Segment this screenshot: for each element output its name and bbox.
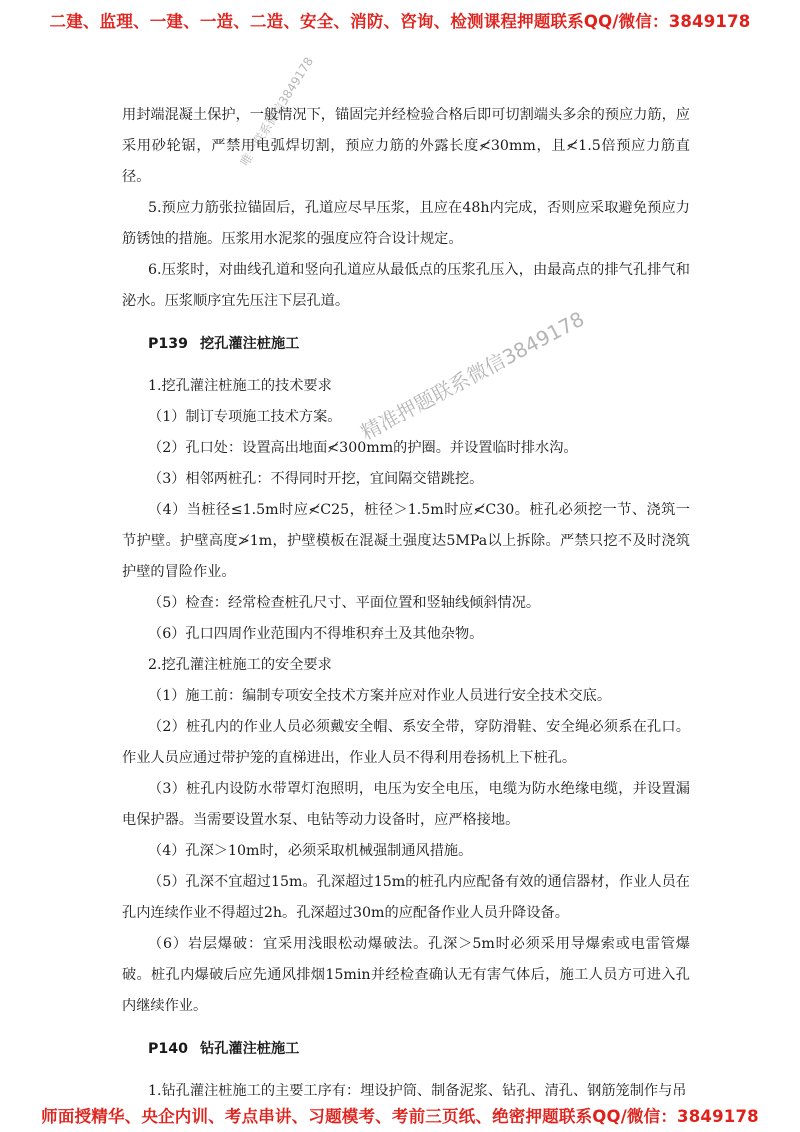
list-item: （5）孔深不宜超过15m。孔深超过15m的桩孔内应配备有效的通信器材，作业人员在孔内连续作业不得超过2h。孔深超过30m的应配备作业人员升降设备。 — [122, 874, 690, 921]
section-page-ref: P139 — [148, 336, 189, 352]
list-item: （4）孔深＞10m时，必须采取机械强制通风措施。 — [148, 843, 473, 859]
paragraph: 用封端混凝土保护，一般情况下，锚固完并经检验合格后即可切割端头多余的预应力筋，应采用砂轮锯，严禁用电弧焊切割，预应力筋的外露长度≮30mm，且≮1.5倍预应力筋直径。 — [122, 107, 690, 185]
list-item: （1）制订专项施工技术方案。 — [148, 409, 342, 425]
paragraph: 6.压浆时，对曲线孔道和竖向孔道应从最低点的压浆孔压入，由最高点的排气孔排气和泌水。压浆顺序宜先压注下层孔道。 — [122, 262, 690, 309]
list-item: （1）施工前：编制专项安全技术方案并应对作业人员进行安全技术交底。 — [148, 688, 612, 704]
list-item: （5）检查：经常检查桩孔尺寸、平面位置和竖轴线倾斜情况。 — [148, 595, 541, 611]
paragraph: 5.预应力筋张拉锚固后，孔道应尽早压浆，且应在48h内完成，否则应采取避免预应力筋锈蚀的措施。压浆用水泥浆的强度应符合设计规定。 — [122, 200, 690, 247]
watermark-large: 精准押题联系微信3849178 — [356, 306, 589, 445]
list-item: （3）桩孔内设防水带罩灯泡照明，电压为安全电压，电缆为防水绝缘电缆，并设置漏电保护器。当需要设置水泵、电钻等动力设备时，应严格接地。 — [122, 781, 690, 828]
subheading: 2.挖孔灌注桩施工的安全要求 — [148, 657, 332, 673]
section-title: 挖孔灌注桩施工 — [200, 336, 300, 352]
top-ad-banner: 二建、监理、一建、一造、二造、安全、消防、咨询、检测课程押题联系QQ/微信：3849178 — [49, 12, 751, 31]
bottom-ad-banner: 师面授精华、央企内训、考点串讲、习题模考、考前三页纸、绝密押题联系QQ/微信：3849178 — [41, 1107, 759, 1126]
section-heading-p140 — [122, 1034, 690, 1065]
list-item: （3）相邻两桩孔：不得同时开挖，宜间隔交错跳挖。 — [148, 471, 484, 487]
list-item: （6）岩层爆破：宜采用浅眼松动爆破法。孔深＞5m时必须采用导爆索或电雷管爆破。桩孔内爆破后应先通风排烟15min并经检查确认无有害气体后，施工人员方可进入孔内继续作业。 — [122, 936, 690, 1014]
list-item: （2）孔口处：设置高出地面≮300mm的护圈。并设置临时排水沟。 — [148, 440, 578, 456]
subheading: 1.挖孔灌注桩施工的技术要求 — [148, 378, 332, 394]
section-page-ref: P140 — [148, 1041, 189, 1057]
subheading: 1.钻孔灌注桩施工的主要工序有：埋设护筒、制备泥浆、钻孔、清孔、钢筋笼制作与吊 — [148, 1083, 687, 1099]
document-body — [122, 100, 690, 1107]
list-item: （2）桩孔内的作业人员必须戴安全帽、系安全带，穿防滑鞋、安全绳必须系在孔口。作业人员应通过带护笼的直梯进出，作业人员不得利用卷扬机上下桩孔。 — [122, 719, 690, 766]
list-item: （4）当桩径≤1.5m时应≮C25，桩径＞1.5m时应≮C30。桩孔必须挖一节、浇筑一节护壁。护壁高度≯1m，护壁模板在混凝土强度达5MPa以上拆除。严禁只挖不及时浇筑护壁的冒险作业。 — [122, 502, 690, 580]
watermark-small: 唯一联系微信3849178 — [237, 54, 317, 169]
list-item: （6）孔口四周作业范围内不得堆积弃土及其他杂物。 — [148, 626, 484, 642]
section-title: 钻孔灌注桩施工 — [200, 1041, 300, 1057]
section-heading-p139 — [122, 329, 690, 360]
